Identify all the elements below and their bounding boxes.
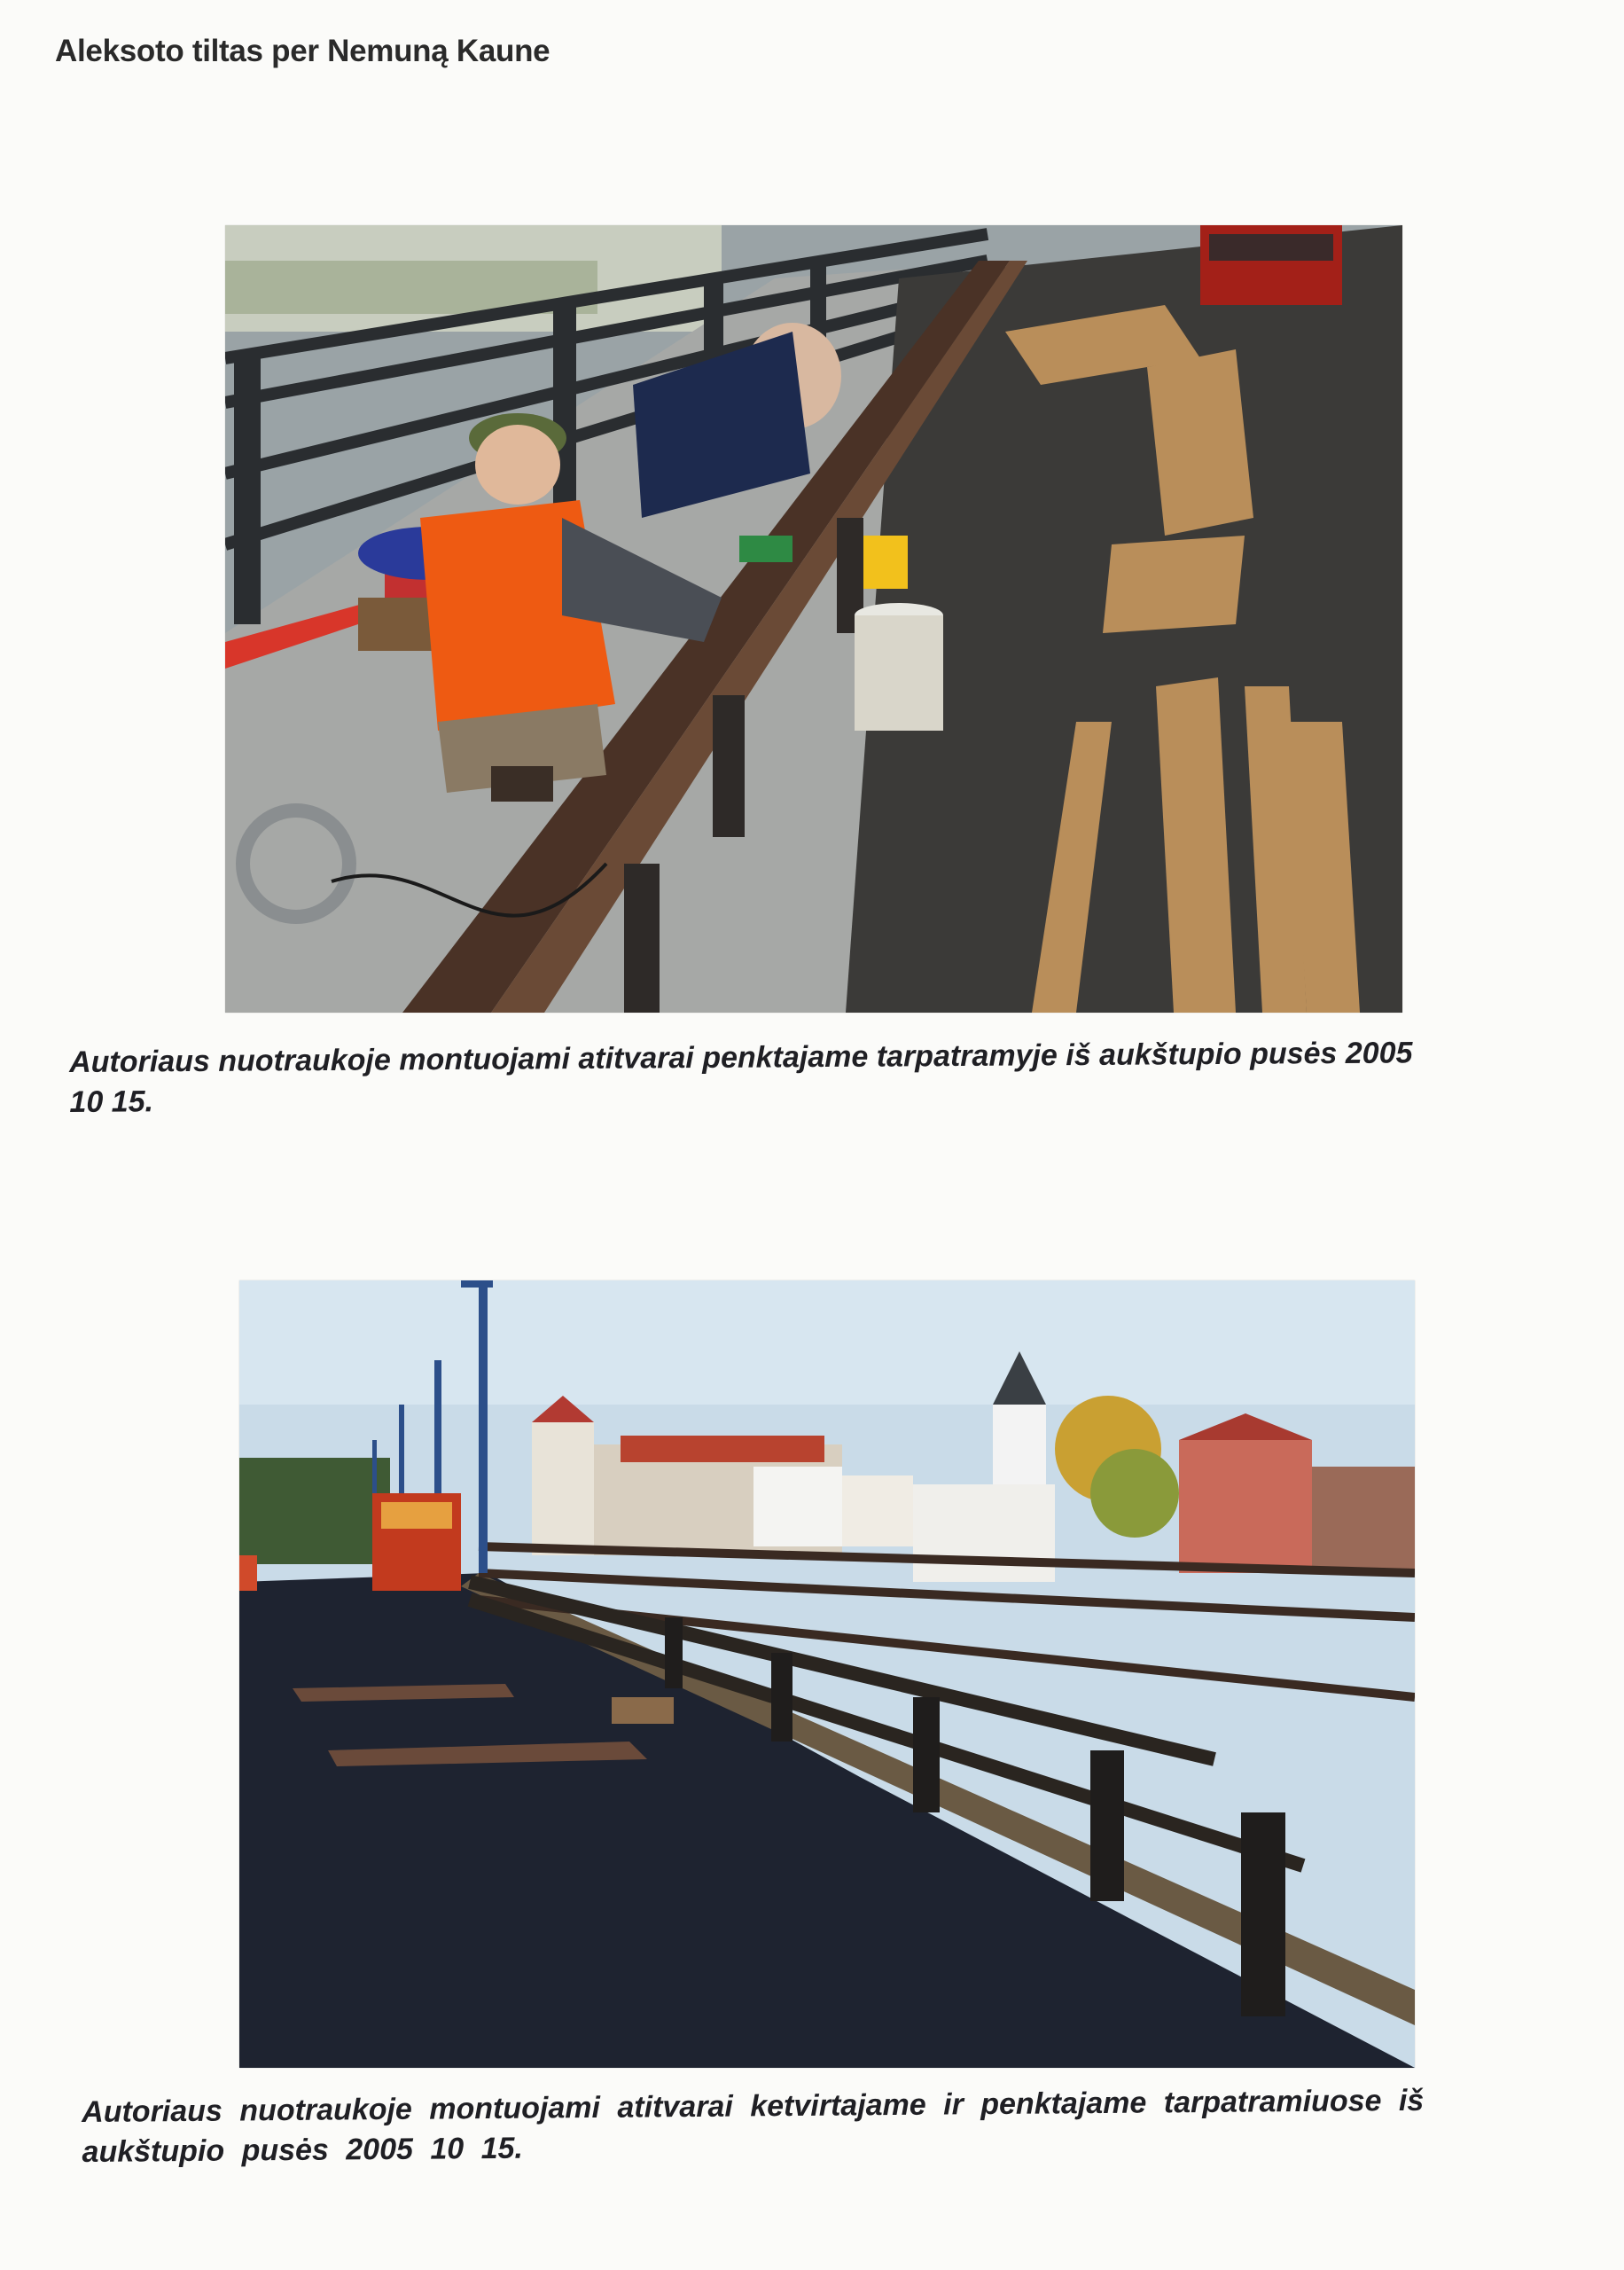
- photo-2-caption: Autoriaus nuotraukoje montuojami atitvarai ketvirtajame ir penktajame tarpatramiuose iš aukštupio pusės 2005 10 15.: [82, 2083, 1425, 2169]
- photo-bridge-deck-with-city-view: [239, 1280, 1415, 2068]
- photo-2-illustration: [239, 1280, 1415, 2068]
- photo-1-illustration: [225, 225, 1402, 1013]
- photo-1-caption: Autoriaus nuotraukoje montuojami atitvarai penktajame tarpatramyje iš aukštupio pusės 2005 10 15.: [69, 1036, 1413, 1119]
- photo-workers-installing-guardrail: [225, 225, 1402, 1013]
- page-title: Aleksoto tiltas per Nemuną Kaune: [55, 34, 550, 68]
